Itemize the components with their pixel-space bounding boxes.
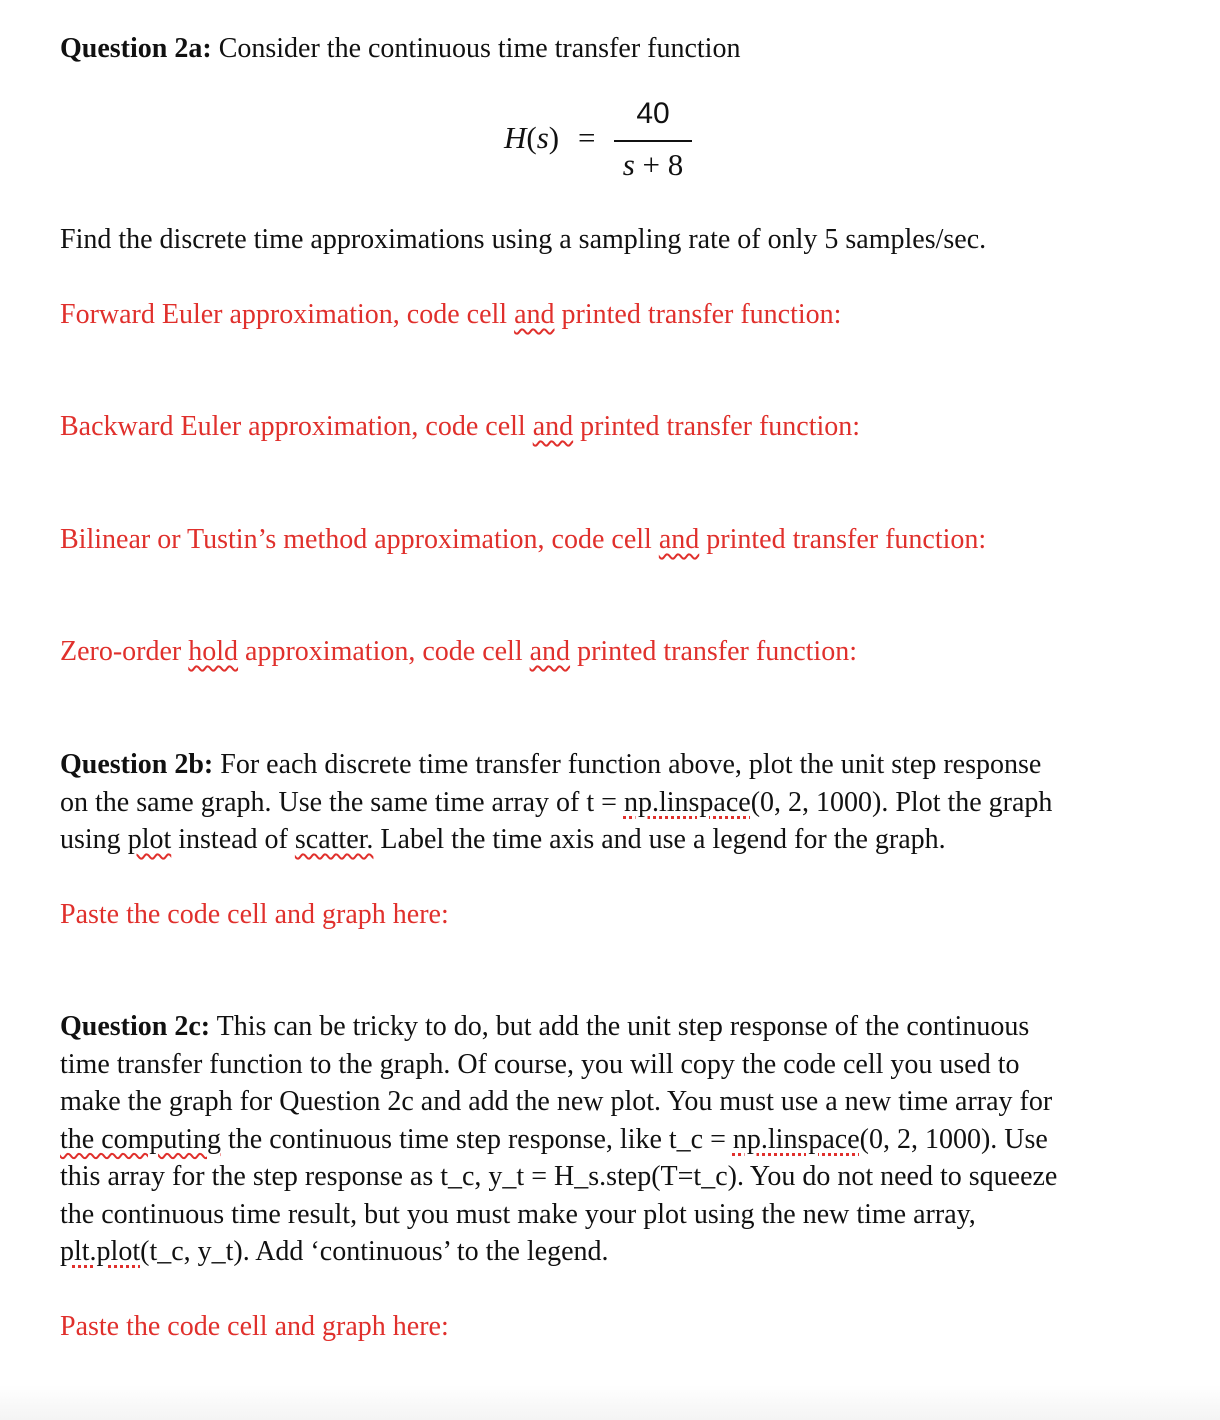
spellcheck-and: and	[514, 299, 555, 330]
question-2c	[60, 1008, 1150, 1271]
question-2c-line-3: make the graph for Question 2c and add the new plot. You must use a new time array for	[60, 1086, 1053, 1117]
fraction-bar	[614, 140, 692, 142]
bilinear-prompt: Bilinear or Tustin’s method approximation, code cell and printed transfer function:	[60, 524, 987, 555]
question-2c-line-7: plt.plot(t_c, y_t). Add ‘continuous’ to the legend.	[60, 1236, 609, 1267]
question-2a-intro	[60, 30, 1150, 68]
question-2c-paste-prompt: Paste the code cell and graph here:	[60, 1311, 449, 1342]
equation-lhs: H(s)	[504, 120, 560, 155]
spellcheck-plt-plot: plt.plot	[60, 1236, 141, 1267]
spellcheck-and: and	[532, 411, 574, 442]
equation-numerator: 40	[636, 97, 670, 130]
spellcheck-plot: plot	[127, 824, 172, 855]
backward-euler-prompt: Backward Euler approximation, code cell and printed transfer function:	[60, 411, 861, 442]
question-2c-line-4: the computing the continuous time step response, like t_c = np.linspace(0, 2, 1000). Use	[60, 1123, 1048, 1155]
question-2c-line-6: the continuous time result, but you must make your plot using the new time array,	[60, 1198, 976, 1230]
spellcheck-np-linspace: np.linspace	[623, 786, 751, 818]
spellcheck-scatter: scatter.	[294, 824, 374, 855]
equation-denominator: s + 8	[622, 147, 684, 182]
question-2c-line-1: Question 2c: This can be tricky to do, but add the unit step response of the continuous	[60, 1011, 1030, 1042]
question-2b-heading: Question 2b:	[60, 749, 214, 780]
question-2c-heading: Question 2c:	[60, 1011, 211, 1042]
zero-order-hold-prompt: Zero-order hold approximation, code cell and printed transfer function:	[60, 636, 857, 667]
transfer-function-equation	[500, 95, 740, 190]
find-instruction: Find the discrete time approximations using a sampling rate of only 5 samples/sec.	[60, 224, 987, 255]
spellcheck-and: and	[529, 636, 571, 667]
question-2c-line-2: time transfer function to the graph. Of course, you will copy the code cell you used to	[60, 1048, 1020, 1080]
question-2b-paste-prompt: Paste the code cell and graph here:	[60, 899, 449, 930]
spellcheck-hold: hold	[188, 636, 239, 667]
spellcheck-the-computing: the computing	[60, 1123, 221, 1155]
question-2b-line-3: using plot instead of scatter. Label the time axis and use a legend for the graph.	[60, 824, 946, 855]
question-2a-text: Consider the continuous time transfer function	[218, 33, 741, 64]
equation-equals: =	[578, 120, 596, 155]
question-2b-line-2: on the same graph. Use the same time array of t = np.linspace(0, 2, 1000). Plot the graph	[60, 786, 1053, 818]
question-2b-line-1: Question 2b: For each discrete time transfer function above, plot the unit step response	[60, 749, 1042, 780]
question-2c-line-5: this array for the step response as t_c, y_t = H_s.step(T=t_c). You do not need to squeeze	[60, 1161, 1058, 1192]
spellcheck-and: and	[658, 524, 700, 555]
question-2a-heading: Question 2a:	[60, 33, 212, 64]
question-2b	[60, 746, 1150, 859]
forward-euler-prompt: Forward Euler approximation, code cell and printed transfer function:	[60, 299, 842, 330]
spellcheck-np-linspace: np.linspace	[732, 1123, 860, 1155]
